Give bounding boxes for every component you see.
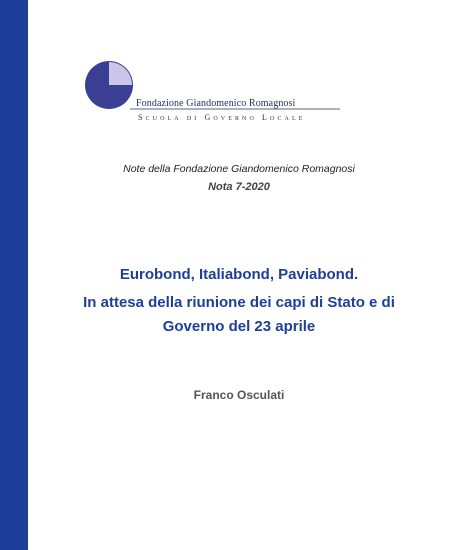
- left-blue-band: [0, 0, 28, 550]
- series-label: Note della Fondazione Giandomenico Romagnosi: [123, 163, 355, 175]
- logo-org-name: Fondazione Giandomenico Romagnosi: [136, 98, 296, 109]
- author-name: Franco Osculati: [193, 388, 285, 402]
- title-line-1: Eurobond, Italiabond, Paviabond.: [119, 266, 359, 283]
- logo-school-name: Scuola di Governo Locale: [138, 113, 306, 122]
- title-line-3: Governo del 23 aprile: [162, 318, 316, 335]
- document-title: [40, 263, 438, 339]
- foundation-logo: [82, 58, 342, 126]
- note-number: Nota 7-2020: [208, 181, 270, 193]
- title-line-2: In attesa della riunione dei capi di Stato e di: [83, 294, 395, 311]
